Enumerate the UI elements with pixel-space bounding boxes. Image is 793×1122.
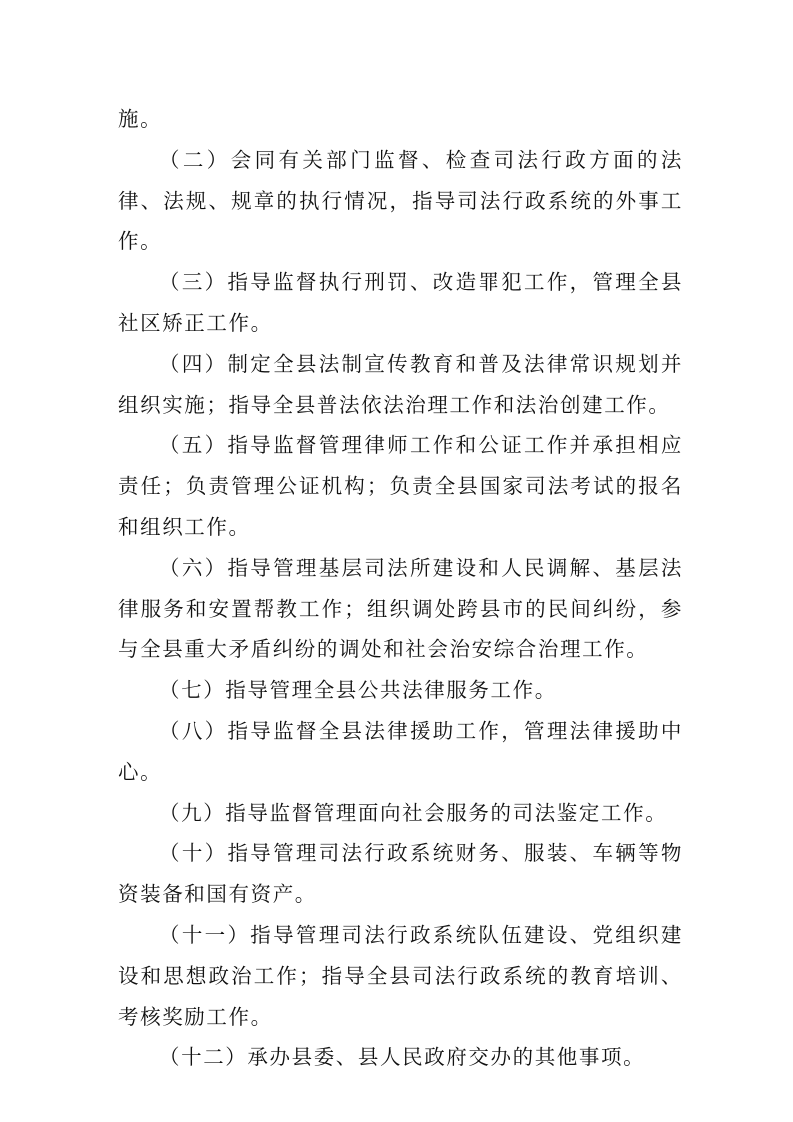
paragraph-item-10: （十）指导管理司法行政系统财务、服装、车辆等物资装备和国有资产。 xyxy=(118,841,683,907)
paragraph-item-7: （七）指导管理全县公共法律服务工作。 xyxy=(159,678,557,703)
paragraph-item-8: （八）指导监督全县法律援助工作，管理法律援助中心。 xyxy=(118,718,683,784)
paragraph-continuation: 施。 xyxy=(118,107,163,131)
paragraph-item-9: （九）指导监督管理面向社会服务的司法鉴定工作。 xyxy=(159,800,668,825)
document-body xyxy=(118,99,683,1078)
paragraph-item-12: （十二）承办县委、县人民政府交办的其他事项。 xyxy=(159,1045,646,1070)
paragraph-item-5: （五）指导监督管理律师工作和公证工作并承担相应责任；负责管理公证机构；负责全县国家司法考试的报名和组织工作。 xyxy=(118,433,683,539)
paragraph-item-11: （十一）指导管理司法行政系统队伍建设、党组织建设和思想政治工作；指导全县司法行政系统的教育培训、考核奖励工作。 xyxy=(118,922,683,1029)
paragraph-item-6: （六）指导管理基层司法所建设和人民调解、基层法律服务和安置帮教工作；组织调处跨县市的民间纠纷，参与全县重大矛盾纠纷的调处和社会治安综合治理工作。 xyxy=(118,555,683,662)
paragraph-item-2: （二）会同有关部门监督、检查司法行政方面的法律、法规、规章的执行情况，指导司法行政系统的外事工作。 xyxy=(118,147,683,254)
paragraph-item-4: （四）制定全县法制宣传教育和普及法律常识规划并组织实施；指导全县普法依法治理工作和法治创建工作。 xyxy=(118,351,683,417)
paragraph-item-3: （三）指导监督执行刑罚、改造罪犯工作，管理全县社区矫正工作。 xyxy=(118,270,683,335)
